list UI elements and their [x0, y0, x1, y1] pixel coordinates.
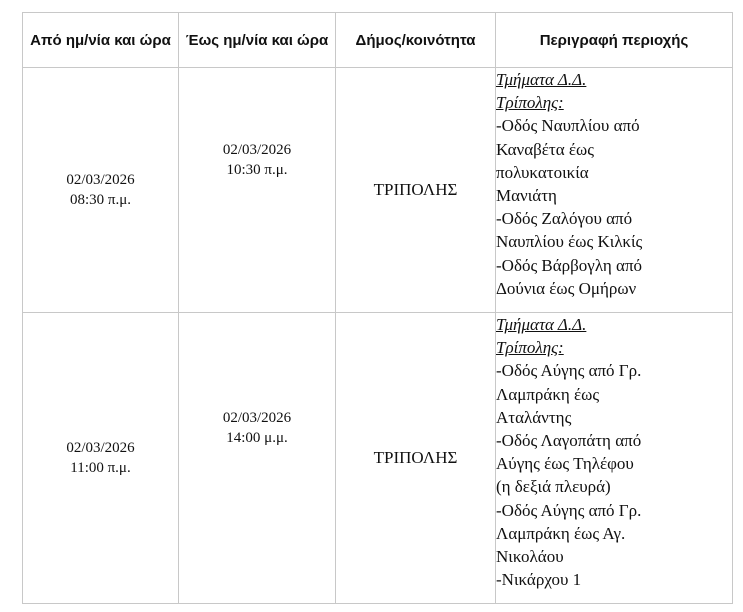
area-description-cell [496, 68, 733, 313]
from-time: 08:30 π.μ. [69, 192, 132, 208]
description-line: -Οδός Ναυπλίου από [496, 116, 640, 136]
to-time: 10:30 π.μ. [226, 162, 288, 178]
municipality-cell: ΤΡΙΠΟΛΗΣ [336, 313, 496, 604]
description-heading-1: Τμήματα Δ.Δ. [496, 70, 587, 89]
to-datetime-block [179, 408, 335, 448]
to-datetime-cell [179, 313, 336, 604]
to-time: 14:00 μ.μ. [226, 430, 288, 446]
to-datetime-cell [179, 68, 336, 313]
from-time: 11:00 π.μ. [70, 460, 131, 476]
description-line: -Οδός Λαγοπάτη από [496, 431, 642, 451]
municipality-cell: ΤΡΙΠΟΛΗΣ [336, 68, 496, 313]
header-area-description: Περιγραφή περιοχής [496, 13, 733, 68]
area-description-cell [496, 313, 733, 604]
to-date: 02/03/2026 [222, 410, 292, 426]
header-municipality: Δήμος/κοινότητα [336, 13, 496, 68]
description-line: -Οδός Αύγης από Γρ. [496, 361, 642, 381]
description-line: Λαμπράκη έως [496, 384, 600, 404]
header-from-datetime: Από ημ/νία και ώρα [23, 13, 179, 68]
description-line: -Οδός Αύγης από Γρ. [496, 500, 642, 520]
description-line: -Νικάρχου 1 [496, 570, 582, 590]
description-heading-2: Τρίπολης: [496, 93, 564, 113]
from-date: 02/03/2026 [66, 440, 135, 456]
description-heading-1: Τμήματα Δ.Δ. [496, 315, 587, 334]
header-row [23, 13, 733, 68]
from-date: 02/03/2026 [66, 172, 135, 188]
description-line: Αταλάντης [496, 407, 572, 427]
description-line: Μανιάτη [496, 186, 557, 206]
description-line: Νικολάου [496, 547, 564, 567]
from-datetime-cell [23, 313, 179, 604]
description-line: πολυκατοικία [496, 162, 589, 182]
description-heading-2: Τρίπολης: [496, 338, 564, 358]
to-datetime-block [179, 140, 335, 180]
description-line: Αύγης έως Τηλέφου [496, 454, 634, 474]
table-row [23, 68, 733, 313]
header-to-datetime: Έως ημ/νία και ώρα [179, 13, 336, 68]
description-line: Ναυπλίου έως Κιλκίς [496, 232, 643, 252]
table-header [23, 13, 733, 68]
document-page [22, 12, 732, 612]
from-datetime-cell [23, 68, 179, 313]
description-line: Καναβέτα έως [496, 139, 594, 159]
to-date: 02/03/2026 [222, 142, 292, 158]
description-line: -Οδός Ζαλόγου από [496, 209, 633, 229]
description-line: (η δεξιά πλευρά) [496, 477, 611, 497]
description-line: Δούνια έως Ομήρων [496, 278, 637, 298]
description-line: -Οδός Βάρβογλη από [496, 255, 643, 275]
table-row [23, 313, 733, 604]
description-line: Λαμπράκη έως Αγ. [496, 523, 626, 543]
power-outage-table [22, 12, 733, 604]
